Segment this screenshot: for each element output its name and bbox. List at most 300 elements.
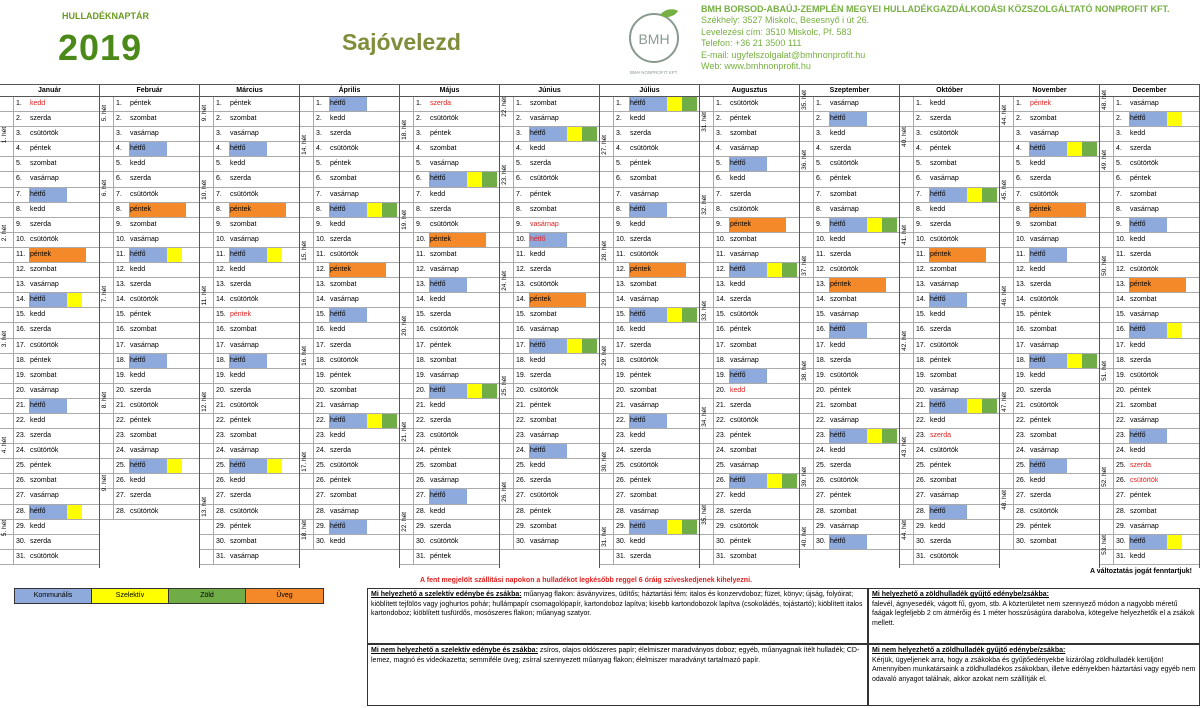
day-name: szerda <box>330 235 352 243</box>
selective-marker <box>1067 142 1082 156</box>
day-name: kedd <box>130 371 146 379</box>
week-cell <box>1000 474 1014 488</box>
day-name: péntek <box>530 401 552 409</box>
day-number: 18. <box>816 356 826 364</box>
week-cell <box>1000 248 1014 262</box>
week-label: 28. hét <box>601 240 608 261</box>
day-row <box>600 203 699 218</box>
day-row <box>700 278 799 293</box>
green-marker <box>982 188 997 202</box>
day-row <box>800 293 899 308</box>
day-row <box>200 278 299 293</box>
month-header: Július <box>600 84 699 97</box>
day-row <box>300 339 399 354</box>
day-row <box>900 459 999 474</box>
day-row <box>600 218 699 233</box>
day-row <box>600 489 699 504</box>
day-row <box>300 474 399 489</box>
week-cell <box>100 339 114 353</box>
day-number: 17. <box>816 341 826 349</box>
day-name: péntek <box>530 507 552 515</box>
day-name: csütörtök <box>730 205 759 213</box>
day-number: 18. <box>316 356 326 364</box>
week-cell <box>600 293 614 307</box>
day-row <box>400 218 499 233</box>
day-row <box>600 233 699 248</box>
day-name: hétfő <box>329 414 367 428</box>
day-number: 5. <box>316 160 322 168</box>
day-number: 3. <box>816 130 822 138</box>
day-number: 5. <box>16 160 22 168</box>
selective-marker <box>1167 112 1182 126</box>
day-name: szerda <box>830 462 852 470</box>
day-number: 26. <box>16 477 26 485</box>
day-name: szombat <box>1030 115 1057 123</box>
day-number: 24. <box>616 447 626 455</box>
week-cell <box>100 248 114 262</box>
day-name: vasárnap <box>730 356 759 364</box>
week-label: 1. hét <box>1 127 8 144</box>
selective-marker <box>967 399 982 413</box>
day-number: 20. <box>716 386 726 394</box>
day-number: 13. <box>916 281 926 289</box>
day-row <box>400 354 499 369</box>
day-row <box>1100 384 1199 399</box>
day-name: hétfő <box>529 444 567 458</box>
day-row <box>800 188 899 203</box>
day-name: hétfő <box>229 142 267 156</box>
week-cell <box>800 505 814 519</box>
day-name: szerda <box>630 130 652 138</box>
selective-marker <box>267 248 282 262</box>
week-cell <box>300 323 314 337</box>
day-number: 11. <box>216 250 226 258</box>
day-number: 2. <box>816 115 822 123</box>
week-cell <box>700 474 714 488</box>
logo-text: BMH <box>638 31 670 47</box>
day-row <box>200 339 299 354</box>
day-name: csütörtök <box>1130 160 1159 168</box>
day-number: 14. <box>516 296 526 304</box>
week-cell <box>200 248 214 262</box>
day-number: 19. <box>416 371 426 379</box>
selective-marker <box>867 218 882 232</box>
day-name: péntek <box>629 263 686 277</box>
week-cell <box>900 188 914 202</box>
day-name: kedd <box>430 190 446 198</box>
week-cell <box>900 384 914 398</box>
day-row <box>1000 308 1099 323</box>
week-cell <box>1100 218 1114 232</box>
week-cell <box>600 505 614 519</box>
day-row <box>1000 97 1099 112</box>
day-number: 30. <box>16 537 26 545</box>
day-name: szombat <box>430 250 457 258</box>
week-label: 4. hét <box>1 436 8 454</box>
selective-marker <box>567 339 582 353</box>
day-row <box>100 369 199 384</box>
week-cell <box>1100 127 1114 141</box>
week-cell <box>100 444 114 458</box>
day-row <box>600 384 699 399</box>
day-number: 18. <box>416 356 426 364</box>
week-cell <box>900 97 914 111</box>
day-name: szerda <box>230 175 252 183</box>
day-name: szerda <box>430 100 452 107</box>
day-number: 6. <box>816 175 822 183</box>
day-name: csütörtök <box>630 356 659 364</box>
day-name: szombat <box>1130 507 1157 515</box>
day-number: 9. <box>1116 220 1122 228</box>
day-name: szombat <box>30 371 57 379</box>
week-label: 17. hét <box>301 451 308 472</box>
week-cell <box>200 444 214 458</box>
month-header: Június <box>500 84 599 97</box>
day-row <box>600 308 699 323</box>
day-name: vasárnap <box>230 341 259 349</box>
day-number: 23. <box>616 432 626 440</box>
week-cell <box>900 399 914 413</box>
week-cell <box>500 535 514 549</box>
day-number: 20. <box>416 386 426 394</box>
week-cell <box>800 308 814 322</box>
day-number: 1. <box>1116 100 1122 107</box>
week-label: 41. hét <box>901 225 908 246</box>
week-cell <box>1100 308 1114 322</box>
day-row <box>0 233 99 248</box>
legend <box>14 588 324 604</box>
day-name: csütörtök <box>530 492 559 500</box>
green-marker <box>582 339 597 353</box>
week-cell <box>100 459 114 473</box>
day-row <box>1000 233 1099 248</box>
day-name: péntek <box>130 311 152 319</box>
week-label: 32. hét <box>701 195 708 216</box>
day-row <box>1000 414 1099 429</box>
day-row <box>300 323 399 338</box>
day-number: 16. <box>416 326 426 334</box>
day-number: 7. <box>16 190 22 198</box>
day-name: szerda <box>530 266 552 274</box>
week-cell <box>1000 459 1014 473</box>
day-number: 21. <box>116 401 126 409</box>
day-row <box>200 444 299 459</box>
day-number: 1. <box>116 100 122 107</box>
week-label: 11. hét <box>201 285 208 306</box>
day-name: kedd <box>630 537 646 545</box>
day-number: 7. <box>816 190 822 198</box>
day-name: péntek <box>430 552 452 560</box>
day-number: 4. <box>716 145 722 153</box>
day-name: vasárnap <box>230 552 259 560</box>
week-cell <box>1100 203 1114 217</box>
week-cell <box>400 474 414 488</box>
day-name: csütörtök <box>330 356 359 364</box>
day-row <box>200 248 299 263</box>
day-name: vasárnap <box>1030 341 1059 349</box>
day-name: kedd <box>130 477 146 485</box>
day-number: 14. <box>416 296 426 304</box>
day-row <box>300 112 399 127</box>
day-row <box>500 248 599 263</box>
day-name: vasárnap <box>530 115 559 123</box>
day-row <box>900 369 999 384</box>
day-name: vasárnap <box>130 341 159 349</box>
week-label: 40. hét <box>801 527 808 548</box>
week-label: 53. hét <box>1101 535 1108 555</box>
green-marker <box>482 172 497 186</box>
day-name: csütörtök <box>1130 371 1159 379</box>
day-number: 22. <box>16 416 26 424</box>
day-name: szombat <box>230 220 257 228</box>
day-row <box>500 142 599 157</box>
week-cell <box>1000 339 1014 353</box>
day-number: 17. <box>416 341 426 349</box>
day-row <box>900 203 999 218</box>
day-name: kedd <box>430 296 446 304</box>
week-cell <box>900 157 914 171</box>
day-name: szerda <box>230 281 252 289</box>
day-name: szombat <box>330 281 357 289</box>
selective-marker <box>567 127 582 141</box>
day-row <box>1000 535 1099 550</box>
day-row <box>1100 323 1199 338</box>
day-row <box>500 505 599 520</box>
day-number: 14. <box>916 296 926 304</box>
day-name: vasárnap <box>830 522 859 530</box>
week-cell <box>900 505 914 519</box>
day-name: szombat <box>1130 401 1157 409</box>
day-name: kedd <box>1130 447 1146 455</box>
week-cell <box>0 293 14 307</box>
day-row <box>600 550 699 565</box>
week-label: 47. hét <box>1001 391 1008 412</box>
day-number: 13. <box>216 281 226 289</box>
day-number: 10. <box>816 235 826 243</box>
day-name: szombat <box>1030 432 1057 440</box>
day-name: csütörtök <box>1030 296 1059 304</box>
day-number: 25. <box>1116 462 1126 470</box>
day-name: szombat <box>1030 537 1057 545</box>
day-name: vasárnap <box>1130 416 1159 424</box>
day-row <box>400 414 499 429</box>
day-name: szombat <box>830 190 857 198</box>
month-column <box>700 84 800 568</box>
day-number: 29. <box>216 522 226 530</box>
day-number: 6. <box>916 175 922 183</box>
day-name: csütörtök <box>1030 401 1059 409</box>
day-row <box>0 384 99 399</box>
day-number: 18. <box>116 356 126 364</box>
day-row <box>1000 157 1099 172</box>
week-cell <box>700 339 714 353</box>
week-cell <box>300 188 314 202</box>
day-name: hétfő <box>29 399 67 413</box>
week-label: 48. hét <box>1101 89 1108 110</box>
day-number: 27. <box>116 492 126 500</box>
day-name: kedd <box>530 462 546 470</box>
day-row <box>700 339 799 354</box>
day-number: 23. <box>1016 432 1026 440</box>
day-number: 9. <box>516 220 522 228</box>
day-name: szombat <box>830 507 857 515</box>
day-row <box>400 399 499 414</box>
month-column <box>500 84 600 568</box>
day-name: szombat <box>130 326 157 334</box>
day-name: kedd <box>830 447 846 455</box>
week-cell <box>1100 188 1114 202</box>
day-name: szombat <box>130 220 157 228</box>
week-cell <box>800 339 814 353</box>
day-number: 1. <box>16 100 22 107</box>
day-row <box>100 248 199 263</box>
day-number: 10. <box>916 235 926 243</box>
day-row <box>400 384 499 399</box>
day-row <box>1000 172 1099 187</box>
day-row <box>1000 520 1099 535</box>
week-cell <box>400 248 414 262</box>
day-number: 12. <box>516 266 526 274</box>
day-name: szerda <box>430 416 452 424</box>
month-header: Január <box>0 84 99 97</box>
day-number: 24. <box>416 447 426 455</box>
day-number: 15. <box>416 311 426 319</box>
month-header: Február <box>100 84 199 97</box>
day-row <box>600 97 699 112</box>
day-row <box>1100 489 1199 504</box>
day-row <box>800 339 899 354</box>
day-name: csütörtök <box>830 477 859 485</box>
day-number: 17. <box>716 341 726 349</box>
day-number: 6. <box>416 175 422 183</box>
week-cell <box>400 459 414 473</box>
week-cell <box>1000 444 1014 458</box>
day-row <box>100 489 199 504</box>
day-row <box>900 489 999 504</box>
day-row <box>800 369 899 384</box>
day-row <box>1100 157 1199 172</box>
day-number: 23. <box>816 432 826 440</box>
day-row <box>100 263 199 278</box>
day-number: 21. <box>616 401 626 409</box>
day-name: kedd <box>230 266 246 274</box>
day-name: csütörtök <box>130 190 159 198</box>
day-row <box>500 489 599 504</box>
day-row <box>1100 444 1199 459</box>
week-cell <box>900 278 914 292</box>
day-row <box>800 127 899 142</box>
day-row <box>200 474 299 489</box>
day-row <box>200 354 299 369</box>
day-name: kedd <box>1130 130 1146 138</box>
day-name: kedd <box>330 115 346 123</box>
day-row <box>300 520 399 535</box>
day-number: 13. <box>616 281 626 289</box>
week-cell <box>300 399 314 413</box>
selective-marker <box>367 203 382 217</box>
day-row <box>0 323 99 338</box>
day-number: 2. <box>616 115 622 123</box>
day-row <box>300 293 399 308</box>
day-name: vasárnap <box>330 190 359 198</box>
day-row <box>300 429 399 444</box>
day-name: hétfő <box>229 459 267 473</box>
day-number: 27. <box>616 492 626 500</box>
month-header: Szeptember <box>800 84 899 97</box>
week-cell <box>600 278 614 292</box>
day-name: péntek <box>29 248 86 262</box>
day-name: vasárnap <box>1130 522 1159 530</box>
day-name: szerda <box>330 130 352 138</box>
week-label: 38. hét <box>801 361 808 382</box>
day-row <box>200 535 299 550</box>
day-number: 1. <box>416 100 422 107</box>
week-label: 52. hét <box>1101 467 1108 487</box>
day-name: vasárnap <box>630 401 659 409</box>
day-row <box>600 142 699 157</box>
day-number: 25. <box>516 462 526 470</box>
day-row <box>0 278 99 293</box>
day-name: szombat <box>130 115 157 123</box>
day-name: péntek <box>430 447 452 455</box>
week-cell <box>700 263 714 277</box>
month-column <box>800 84 900 568</box>
day-name: péntek <box>430 341 452 349</box>
day-row <box>600 535 699 550</box>
day-number: 23. <box>516 432 526 440</box>
week-cell <box>1000 218 1014 232</box>
day-number: 13. <box>816 281 826 289</box>
week-label: 18. hét <box>401 119 408 140</box>
day-number: 24. <box>216 447 226 455</box>
day-row <box>200 233 299 248</box>
day-number: 27. <box>816 492 826 500</box>
day-name: péntek <box>830 175 852 183</box>
pickup-notice: A fent megjelölt szállítási napokon a hulladékot legkésőbb reggel 6 óráig szíveskedjenek kihelyezni. <box>420 577 752 584</box>
day-name: péntek <box>30 145 52 153</box>
day-number: 22. <box>516 416 526 424</box>
day-row <box>1000 339 1099 354</box>
day-row <box>1000 399 1099 414</box>
day-number: 3. <box>16 130 22 138</box>
day-row <box>700 520 799 535</box>
day-number: 16. <box>1116 326 1126 334</box>
week-cell <box>300 429 314 443</box>
day-name: csütörtök <box>330 462 359 470</box>
day-row <box>0 263 99 278</box>
week-label: 23. hét <box>501 165 508 185</box>
day-number: 27. <box>1016 492 1026 500</box>
week-cell <box>600 203 614 217</box>
rights-note: A változtatás jogát fenntartjuk! <box>1089 568 1192 575</box>
week-cell <box>0 308 14 322</box>
day-row <box>500 97 599 112</box>
week-cell <box>1100 233 1114 247</box>
day-name: szombat <box>730 235 757 243</box>
day-number: 27. <box>716 492 726 500</box>
day-number: 6. <box>1016 175 1022 183</box>
day-number: 21. <box>1116 401 1126 409</box>
week-cell <box>200 550 214 564</box>
day-row <box>1100 339 1199 354</box>
day-name: szombat <box>530 205 557 213</box>
day-number: 9. <box>1016 220 1022 228</box>
day-name: szerda <box>30 537 52 545</box>
day-number: 10. <box>216 235 226 243</box>
week-label: 24. hét <box>501 270 508 291</box>
day-row <box>800 520 899 535</box>
day-number: 3. <box>116 130 122 138</box>
